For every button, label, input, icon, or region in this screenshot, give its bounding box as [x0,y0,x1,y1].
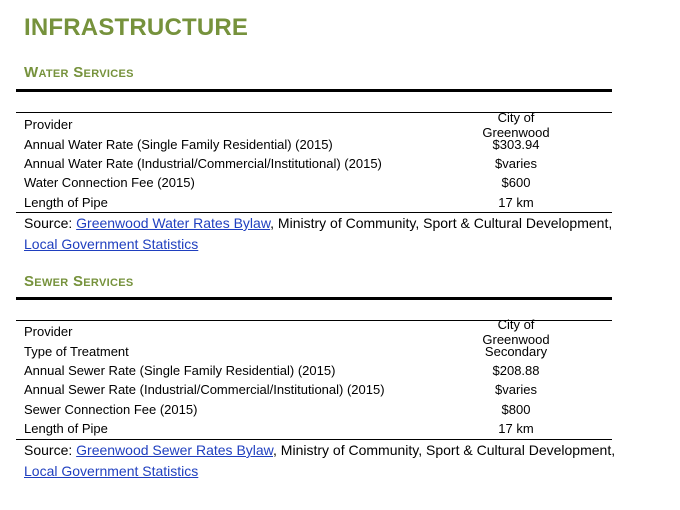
table-row [24,316,612,347]
local-government-statistics-link[interactable]: Local Government Statistics [24,463,199,479]
water-thick-rule [16,89,612,92]
table-row [24,109,612,140]
table-row [24,193,612,212]
row-label: Annual Sewer Rate (Industrial/Commercial/Institutional) (2015) [24,382,385,398]
table-row [24,341,612,360]
page-title: INFRASTRUCTURE [24,14,249,41]
table-row [24,173,612,192]
source-prefix: Source: [24,215,77,231]
source-ministry-text: , Ministry of Community, Sport & Cultural Development, [273,442,616,458]
table-row [24,361,612,380]
table-row [24,400,612,419]
row-value: $600 [501,175,531,191]
row-label: Annual Water Rate (Single Family Residential) (2015) [24,136,333,152]
row-label: Water Connection Fee (2015) [24,175,195,191]
row-label: Annual Sewer Rate (Single Family Residential) (2015) [24,362,336,378]
sewer-services-heading: Sewer Services [24,273,134,290]
row-label: Length of Pipe [24,194,108,210]
row-label: Annual Water Rate (Industrial/Commercial/Institutional) (2015) [24,155,382,171]
source-prefix: Source: [24,442,77,458]
sewer-thick-rule [16,297,612,300]
water-services-heading: Water Services [24,64,134,81]
row-label: Length of Pipe [24,421,108,437]
sewer-source [24,440,674,482]
row-value: $208.88 [492,362,540,378]
water-source [24,213,674,255]
row-value: 17 km [498,194,534,210]
row-label: Sewer Connection Fee (2015) [24,401,198,417]
row-value: City of Greenwood [482,109,550,140]
row-value: $varies [495,155,537,171]
row-value: $800 [501,401,531,417]
row-value: City of Greenwood [482,316,550,347]
water-table [24,109,612,212]
sewer-table [24,316,612,438]
row-value: $303.94 [492,136,540,152]
local-government-statistics-link[interactable]: Local Government Statistics [24,236,199,252]
row-label: Type of Treatment [24,343,129,359]
row-value: Secondary [484,343,548,359]
row-value: $varies [495,382,537,398]
source-ministry-text: , Ministry of Community, Sport & Cultural Development, [270,215,613,231]
table-row [24,419,612,438]
sewer-rates-bylaw-link[interactable]: Greenwood Sewer Rates Bylaw [76,442,274,458]
water-rates-bylaw-link[interactable]: Greenwood Water Rates Bylaw [76,215,271,231]
row-value: 17 km [498,421,534,437]
table-row [24,134,612,153]
row-label: Provider [24,117,73,133]
row-label: Provider [24,324,73,340]
table-row [24,380,612,399]
table-row [24,154,612,173]
